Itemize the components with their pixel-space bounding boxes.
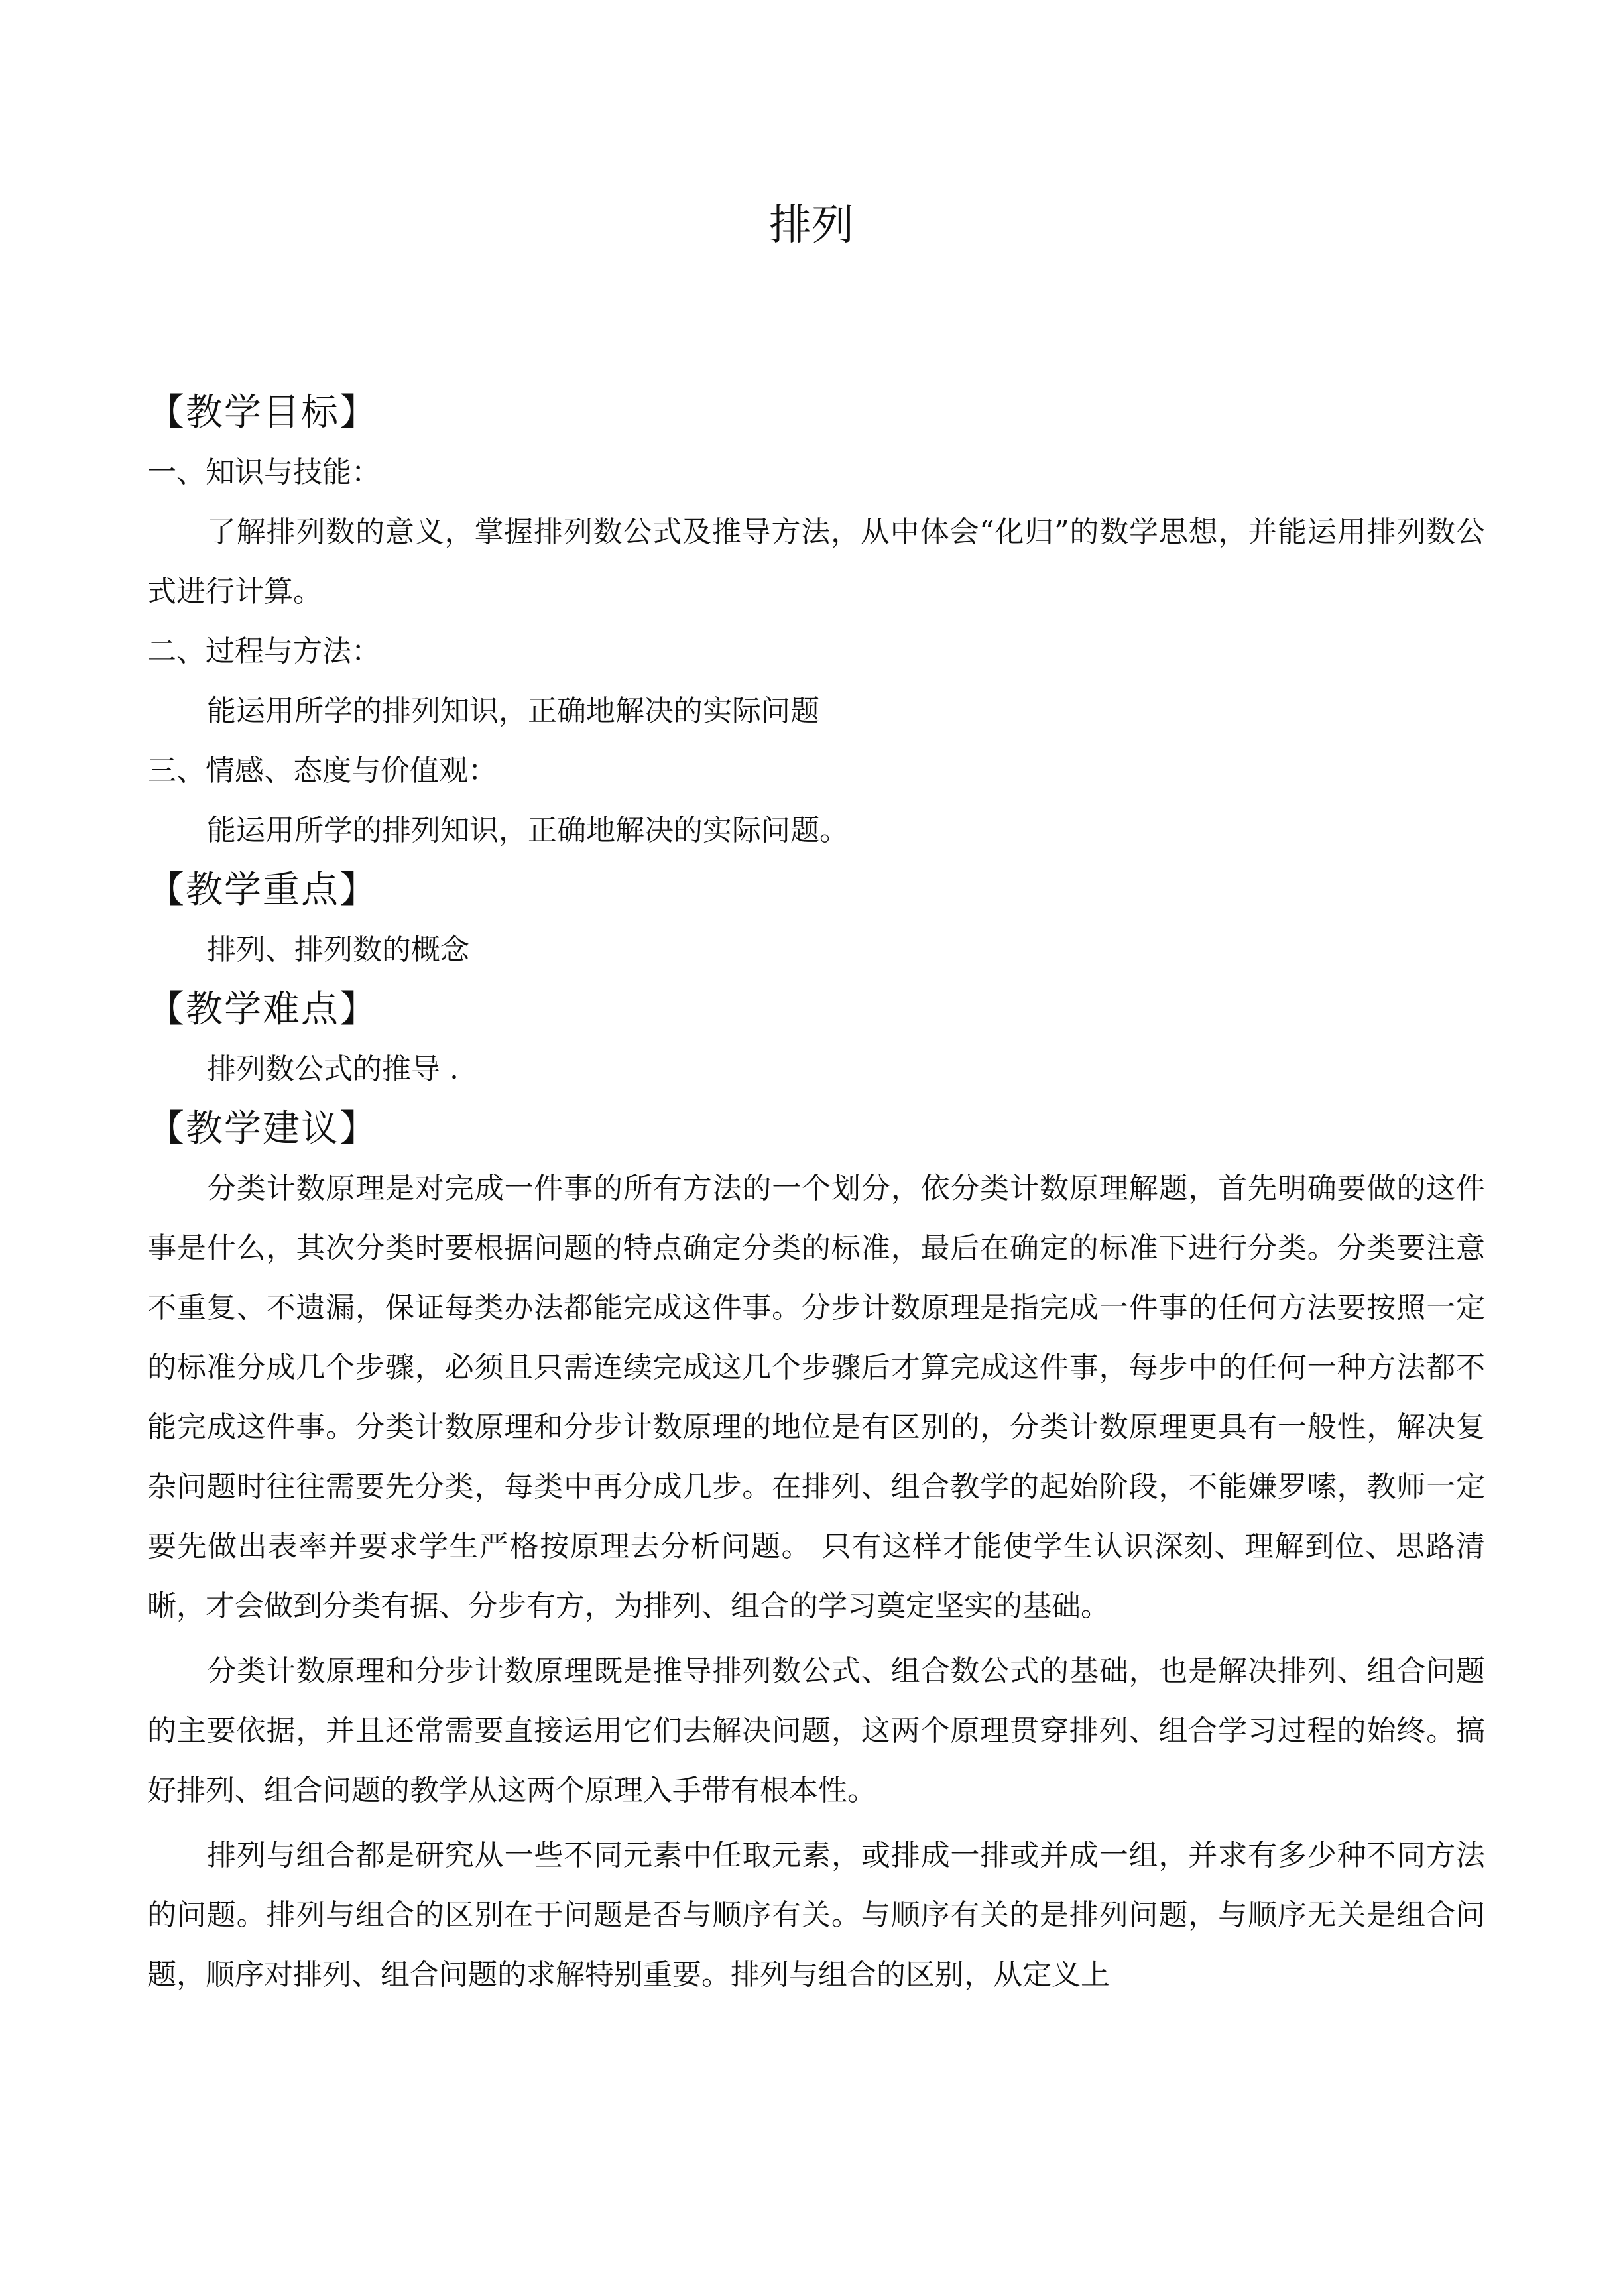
objective-label-attitude: 三、情感、态度与价值观： xyxy=(147,754,497,788)
objective-label-knowledge: 一、知识与技能： xyxy=(147,455,381,489)
difficulties-heading: 【教学难点】 xyxy=(147,988,378,1031)
suggestion-paragraph: 排列与组合都是研究从一些不同元素中任取元素，或排成一排或并成一组，并求有多少种不同方法的问题。排列与组合的区别在于问题是否与顺序有关。与顺序有关的是排列问题，与顺序无关是组合问题，顺序对排列、组合问题的求解特别重要。排列与组合的区别，从定义上 xyxy=(147,1839,1485,1992)
key-points-heading: 【教学重点】 xyxy=(147,869,378,912)
key-points-text: 排列、排列数的概念 xyxy=(207,933,469,967)
difficulties-text: 排列数公式的推导 . xyxy=(207,1052,459,1086)
objectives-heading: 【教学目标】 xyxy=(147,391,378,434)
suggestion-paragraph: 分类计数原理和分步计数原理既是推导排列数公式、组合数公式的基础，也是解决排列、组合问题的主要依据，并且还常需要直接运用它们去解决问题，这两个原理贯穿排列、组合学习过程的始终。搞好排列、组合问题的教学从这两个原理入手带有根本性。 xyxy=(147,1654,1485,1807)
suggestion-paragraph: 分类计数原理是对完成一件事的所有方法的一个划分，依分类计数原理解题，首先明确要做的这件事是什么，其次分类时要根据问题的特点确定分类的标准，最后在确定的标准下进行分类。分类要注意不重复、不遗漏，保证每类办法都能完成这件事。分步计数原理是指完成一件事的任何方法要按照一定的标准分成几个步骤，必须且只需连续完成这几个步骤后才算完成这件事，每步中的任何一种方法都不能完成这件事。分类计数原理和分步计数原理的地位是有区别的，分类计数原理更具有一般性，解决复杂问题时往往需要先分类，每类中再分成几步。在排列、组合教学的起始阶段，不能嫌罗嗦，教师一定要先做出表率并要求学生严格按原理去分析问题。 只有这样才能使学生认识深刻、理解到位、思路清晰，才会做到分类有据、分步有方，为排列、组合的学习奠定坚实的基础。 xyxy=(147,1172,1485,1623)
objective-text-knowledge: 了解排列数的意义，掌握排列数公式及推导方法，从中体会“化归”的数学思想，并能运用排列数公式进行计算。 xyxy=(147,515,1485,609)
objective-label-process: 二、过程与方法： xyxy=(147,634,381,668)
document-body xyxy=(147,383,1485,2005)
objective-text-process: 能运用所学的排列知识，正确地解决的实际问题 xyxy=(207,694,819,728)
objective-text-attitude: 能运用所学的排列知识，正确地解决的实际问题。 xyxy=(207,814,849,847)
suggestions-heading: 【教学建议】 xyxy=(147,1107,378,1150)
page-title: 排列 xyxy=(769,201,854,250)
